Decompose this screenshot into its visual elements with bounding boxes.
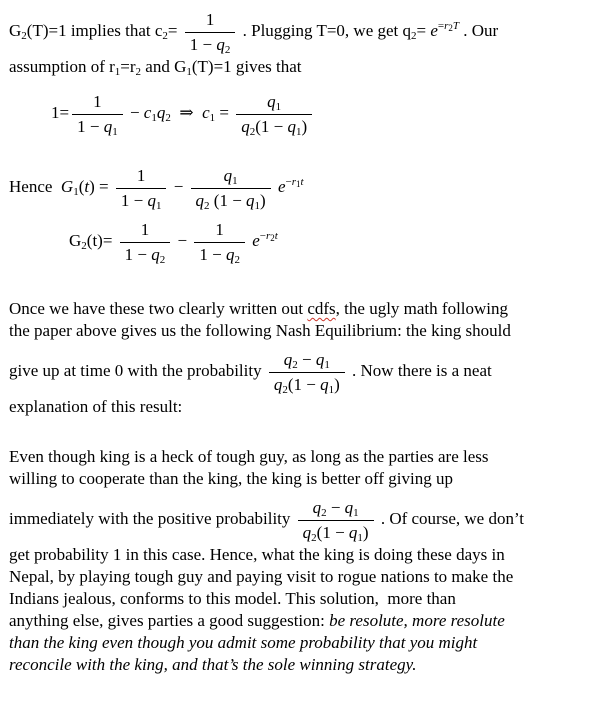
italic-run: q bbox=[156, 102, 166, 122]
italic-run: q bbox=[302, 523, 312, 542]
paragraph-2-line-2: the paper above gives us the following Nash Equilibrium: the king should bbox=[9, 321, 511, 340]
subscript: 1 bbox=[254, 200, 261, 212]
italic-run: q bbox=[320, 375, 329, 394]
fraction bbox=[191, 165, 271, 211]
fraction-denominator: $q_2(1 - q_1)$ bbox=[241, 117, 308, 138]
italic-run: q bbox=[195, 191, 205, 210]
fraction bbox=[72, 91, 123, 137]
subscript: 2 bbox=[135, 66, 142, 78]
equation-G2t: $G_2(t)=$ $\frac{1}{1 - q_2}$ − $\frac{1}{1 - q_2}$ $e^{-r_2t}$ bbox=[69, 220, 278, 266]
subscript: 1 bbox=[151, 111, 157, 124]
paragraph-2-line-3: give up at time 0 with the probability $\frac{q_2 - q_1}{q_2(1 - q_1)}$ . Now there is a neat bbox=[9, 350, 492, 396]
subscript: 1 bbox=[209, 111, 216, 124]
subscript: 1 bbox=[357, 532, 363, 544]
fraction-denominator: $q_2$ $(1 - q_1)$ bbox=[195, 191, 266, 212]
subscript: 2 bbox=[270, 232, 275, 243]
fraction-denominator: $1 - q_1$ bbox=[120, 191, 162, 212]
subscript: 2 bbox=[282, 384, 288, 396]
italic-run: c bbox=[202, 102, 210, 122]
paragraph-3-line-1: Even though king is a heck of tough guy, as long as the parties are less bbox=[9, 447, 489, 466]
paragraph-3-line-9: reconcile with the king, and that’s the sole winning strategy. bbox=[9, 655, 417, 674]
subscript: 2 bbox=[321, 507, 327, 519]
fraction-numerator: $q_2 - q_1$ bbox=[298, 497, 374, 521]
subscript: 1 bbox=[232, 175, 238, 187]
fraction-numerator: 1 bbox=[116, 165, 167, 189]
paragraph-3-line-2: willing to cooperate than the king, the king is better off giving up bbox=[9, 469, 453, 488]
subscript: 1 bbox=[324, 359, 330, 371]
subscript: 2 bbox=[234, 254, 240, 266]
italic-run: q bbox=[312, 498, 322, 517]
fraction-numerator: 1 bbox=[72, 91, 123, 115]
italic-run: T bbox=[452, 19, 460, 32]
fraction bbox=[185, 9, 236, 55]
fraction bbox=[116, 165, 167, 211]
fraction-denominator: $q_2(1 - q_1)$ bbox=[273, 375, 340, 396]
fraction bbox=[236, 91, 312, 137]
italic-run: q bbox=[287, 117, 296, 136]
paragraph-1-line-2: assumption of $r_1=r_2$ and $G_1(T)=1$ gives that bbox=[9, 57, 302, 78]
italic-run: e bbox=[277, 176, 286, 196]
italic-run: q bbox=[246, 191, 255, 210]
italic-run: r bbox=[444, 19, 449, 32]
italic-run: q bbox=[147, 191, 156, 210]
subscript: 1 bbox=[114, 66, 121, 78]
fraction-numerator: 1 bbox=[120, 219, 171, 243]
subscript: 2 bbox=[21, 29, 27, 42]
italic-run: q bbox=[348, 523, 358, 542]
italic-run: r bbox=[265, 229, 271, 242]
fraction-denominator: $1 - q_2$ bbox=[189, 35, 231, 56]
subscript: 1 bbox=[155, 200, 162, 212]
superscript: =r2T bbox=[437, 19, 460, 33]
paragraph-3-line-3: immediately with the positive probability $\frac{q_2 - q_1}{q_2(1 - q_1)}$ . Of course, we don’t bbox=[9, 498, 525, 544]
fraction-numerator: $q_2 - q_1$ bbox=[269, 349, 345, 373]
paragraph-3 bbox=[9, 446, 610, 676]
italic-run: t bbox=[300, 175, 304, 188]
italic-run: q bbox=[103, 117, 113, 136]
subscript: 2 bbox=[448, 22, 453, 33]
italic-run: q bbox=[315, 350, 325, 369]
italic-run: q bbox=[151, 245, 160, 264]
italic-run: r bbox=[291, 175, 297, 188]
italic-run: q bbox=[216, 35, 225, 54]
fraction-denominator: $1 - q_2$ bbox=[124, 245, 166, 266]
superscript: −r1t bbox=[285, 175, 304, 189]
paragraph-2-line-1: Once we have these two clearly written out cdfs, the ugly math following bbox=[9, 299, 509, 318]
text-run: cdfs bbox=[307, 299, 336, 318]
fraction-numerator: 1 bbox=[185, 9, 236, 33]
subscript: 1 bbox=[296, 178, 301, 189]
superscript: −r2t bbox=[259, 229, 278, 243]
paragraph-3-line-8: than the king even though you admit some probability that you might bbox=[9, 633, 478, 652]
subscript: 2 bbox=[159, 254, 166, 266]
italic-run: t bbox=[274, 229, 278, 242]
paragraph-3-line-4: get probability 1 in this case. Hence, what the king is doing these days in bbox=[9, 545, 505, 564]
italic-run: G bbox=[60, 176, 74, 196]
subscript: 2 bbox=[224, 44, 231, 56]
fraction-numerator: 1 bbox=[194, 219, 245, 243]
fraction bbox=[269, 349, 345, 395]
paragraph-1 bbox=[9, 8, 610, 78]
paragraph-2 bbox=[9, 298, 610, 418]
italic-run: q bbox=[344, 498, 354, 517]
subscript: 2 bbox=[162, 29, 168, 42]
fraction-denominator: $1 - q_1$ bbox=[77, 117, 118, 138]
italic-run: e bbox=[430, 20, 438, 40]
equation-c1: 1= $\frac{1}{1 - q_1}$ − $c_1q_2$ ⇒ $c_1$ = $\frac{q_1}{q_2(1 - q_1)}$ bbox=[51, 90, 610, 138]
paragraph-3-line-7: anything else, gives parties a good suggestion: be resolute, more resolute bbox=[9, 611, 505, 630]
subscript: 2 bbox=[165, 111, 171, 124]
italic-run: q bbox=[273, 375, 283, 394]
subscript: 2 bbox=[204, 200, 210, 212]
fraction-numerator bbox=[236, 91, 312, 115]
subscript: 2 bbox=[311, 532, 317, 544]
paragraph-1-line-1: $G_2(T)=1$ implies that $c_2=$ $\frac{1}{1 - q_2}$ . Plugging T=0, we get $q_2= e^{=r_2T}$ . Our bbox=[9, 10, 499, 56]
subscript: 1 bbox=[295, 126, 302, 138]
paragraph-2-line-4: explanation of this result: bbox=[9, 397, 183, 416]
italic-run: q bbox=[225, 245, 235, 264]
subscript: 2 bbox=[249, 126, 256, 138]
fraction-denominator: $q_2(1 - q_1)$ bbox=[302, 523, 369, 544]
subscript: 1 bbox=[275, 101, 282, 113]
italic-run: t bbox=[84, 176, 90, 196]
subscript: 1 bbox=[73, 185, 79, 198]
subscript: 1 bbox=[353, 507, 359, 519]
subscript: 1 bbox=[328, 384, 335, 396]
subscript: 1 bbox=[186, 66, 192, 78]
fraction bbox=[120, 219, 171, 265]
italic-run: be resolute, more resolute bbox=[329, 611, 505, 630]
italic-run: e bbox=[252, 230, 260, 250]
paragraph-3-line-6: Indians jealous, conforms to this model. This solution, more than bbox=[9, 589, 456, 608]
italic-run: c bbox=[143, 102, 152, 122]
subscript: 2 bbox=[81, 239, 87, 252]
subscript: 2 bbox=[292, 359, 298, 371]
fraction bbox=[298, 497, 374, 543]
paragraph-3-line-5: Nepal, by playing tough guy and paying visit to rogue nations to make the bbox=[9, 567, 514, 586]
fraction-numerator bbox=[191, 165, 271, 189]
italic-run: q bbox=[223, 166, 233, 185]
equation-G1t: Hence $G_1(t)$ = $\frac{1}{1 - q_1}$ − $\frac{q_1}{q_2 (1 - q_1)}$ $e^{-r_1t}$ bbox=[9, 166, 304, 212]
italic-run: q bbox=[267, 92, 276, 111]
subscript: 2 bbox=[411, 29, 417, 42]
italic-run: q bbox=[283, 350, 293, 369]
fraction-denominator: $1 - q_2$ bbox=[199, 245, 240, 266]
italic-run: q bbox=[241, 117, 250, 136]
fraction bbox=[194, 219, 245, 265]
subscript: 1 bbox=[112, 126, 118, 138]
